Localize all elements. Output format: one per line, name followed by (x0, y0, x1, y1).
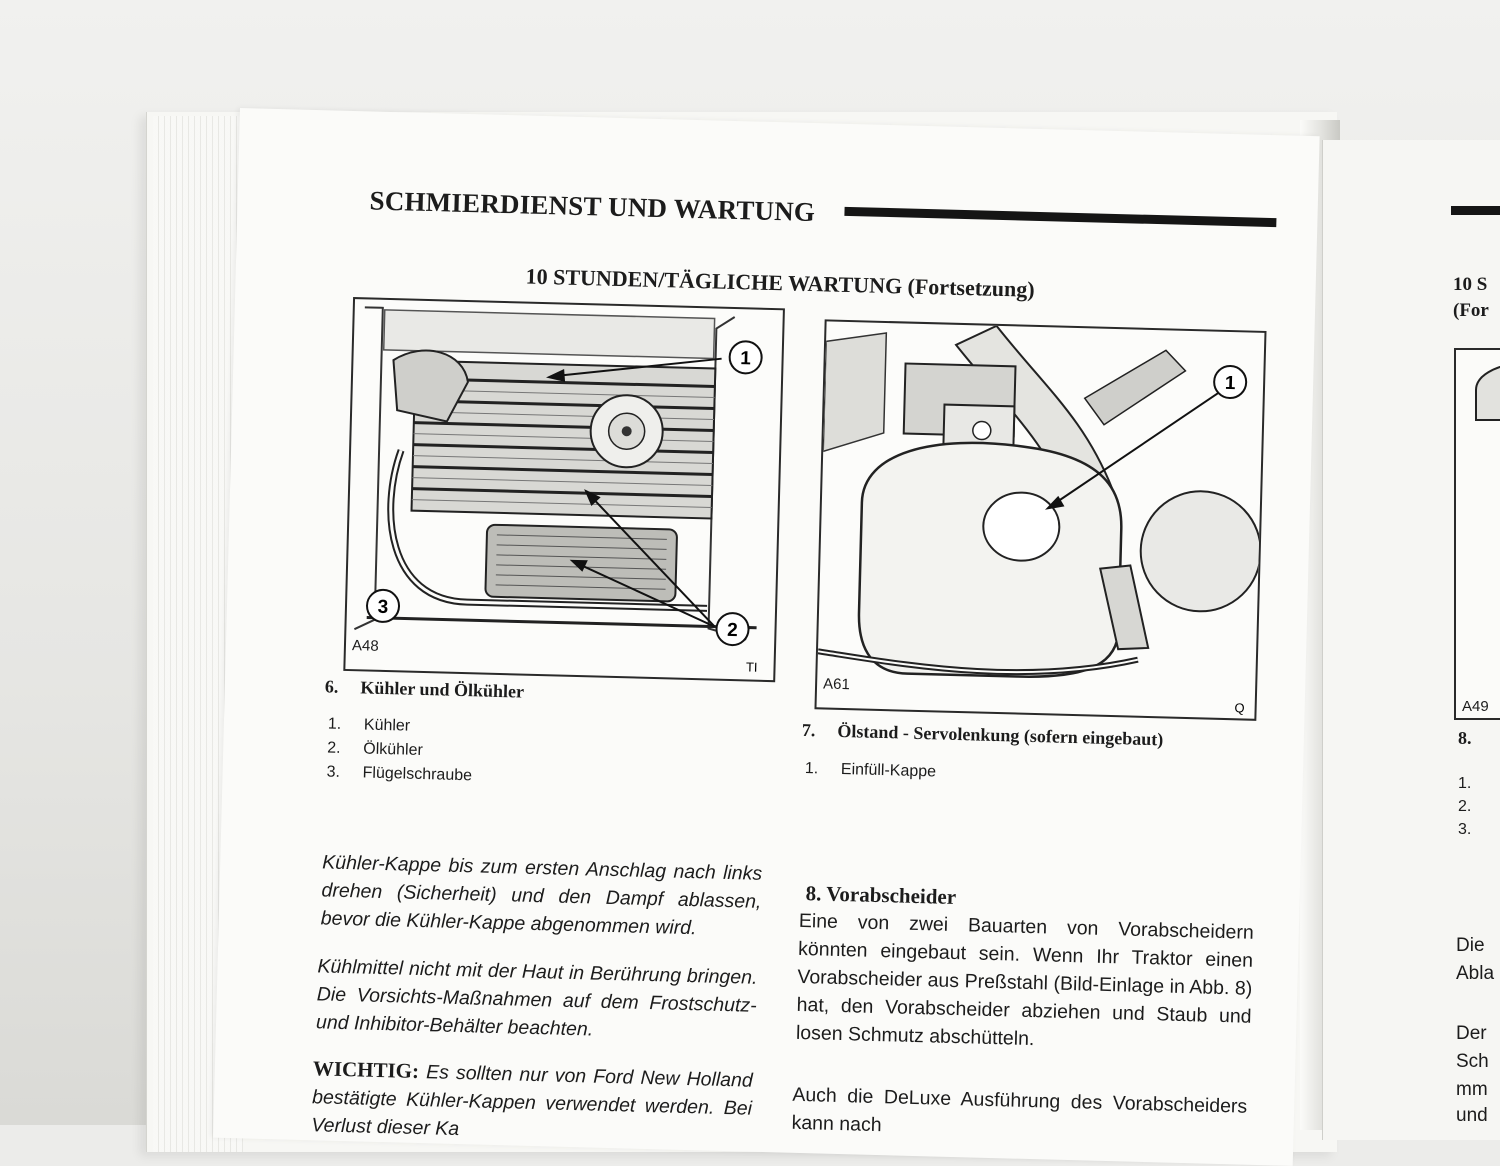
page-subtitle: 10 STUNDEN/TÄGLICHE WARTUNG (Fortsetzung) (525, 263, 1035, 302)
header-rule (844, 207, 1276, 227)
list-item: 1. Einfüll-Kappe (804, 760, 937, 781)
body-paragraph: Eine von zwei Bauarten von Vorabscheidern könnten eingebaut sein. Wenn Ihr Traktor einen Vorabscheider aus Preßstahl (Bild-Einlage in Abb. 8) hat, den Vorabscheider abziehen und Staub und losen Schmutz abschütteln. (795, 909, 1255, 1051)
callout-1 (1214, 366, 1247, 399)
caption-number: 7. (801, 719, 816, 741)
list-item: 2. (1458, 798, 1472, 815)
right-figure-code: A49 (1462, 698, 1489, 715)
warning-text: Es sollten nur von Ford New Holland bestätigte Kühler-Kappen verwendet werden. Bei Verlust dieser Ka (311, 1061, 753, 1141)
section-title: SCHMIERDIENST UND WARTUNG (369, 185, 816, 228)
caption-number: 6. (324, 676, 339, 697)
right-text-line: Abla (1456, 963, 1495, 984)
figure-corner-mark: Q (1234, 700, 1245, 716)
right-legend-list (1458, 772, 1471, 841)
power-steering-illustration (817, 321, 1265, 718)
section-header (369, 185, 1280, 249)
list-item: 1. Kühler (327, 715, 411, 735)
figure-code: A61 (822, 675, 851, 694)
right-page-subtitle-cont: (For (1453, 300, 1489, 321)
right-text-line: Der (1456, 1023, 1487, 1044)
callout-2 (716, 613, 749, 646)
figure-power-steering (814, 319, 1266, 720)
figure-caption (325, 676, 525, 702)
right-page-subtitle: 10 S (1453, 274, 1488, 295)
body-paragraph: Auch die DeLuxe Ausführung des Vorabscheiders kann nach (791, 1083, 1248, 1137)
figure-caption (802, 720, 1164, 750)
right-page-content (1322, 140, 1500, 1125)
svg-text:1: 1 (740, 348, 752, 370)
right-text-line: Die (1456, 935, 1485, 956)
right-page-figure (1454, 348, 1500, 720)
body-paragraph: Kühler-Kappe bis zum ersten Anschlag nach links drehen (Sicherheit) und den Dampf ablassen, bevor die Kühler-Kappe abgenommen wird. (320, 851, 763, 940)
right-text-line: und (1456, 1105, 1488, 1125)
horn-part (590, 394, 664, 468)
radiator-illustration (345, 299, 783, 680)
list-item: 3. (1458, 821, 1472, 838)
reservoir-tank (857, 440, 1123, 679)
right-caption-number: 8. (1458, 728, 1472, 748)
callout-3 (367, 590, 400, 623)
svg-text:2: 2 (726, 619, 739, 642)
caption-text: Kühler und Ölkühler (360, 677, 525, 702)
list-item: 2. Ölkühler (327, 739, 424, 760)
list-item: 1. (1458, 775, 1472, 792)
figure-corner-mark: TI (745, 659, 758, 675)
callout-1 (729, 341, 762, 374)
list-item: 3. Flügelschraube (326, 763, 473, 785)
right-text-line: Sch (1456, 1051, 1489, 1072)
left-page (213, 108, 1320, 1166)
svg-text:3: 3 (377, 596, 389, 619)
svg-text:1: 1 (1224, 372, 1236, 395)
caption-text: Ölstand - Servolenkung (sofern eingebaut) (837, 720, 1164, 750)
right-text-line: mm (1456, 1079, 1488, 1100)
warning-paragraph (311, 1054, 753, 1150)
legend-list (326, 713, 473, 789)
legend-list (805, 757, 937, 784)
warning-label: WICHTIG: (312, 1056, 420, 1084)
body-paragraph: Kühlmittel nicht mit der Haut in Berührung bringen. Die Vorsichts-Maßnahmen auf dem Frostschutz- und Inhibitor-Behälter beachten. (315, 955, 758, 1041)
figure-radiator (343, 297, 785, 682)
section-heading: 8. Vorabscheider (805, 881, 957, 910)
figure-code: A48 (351, 637, 379, 655)
